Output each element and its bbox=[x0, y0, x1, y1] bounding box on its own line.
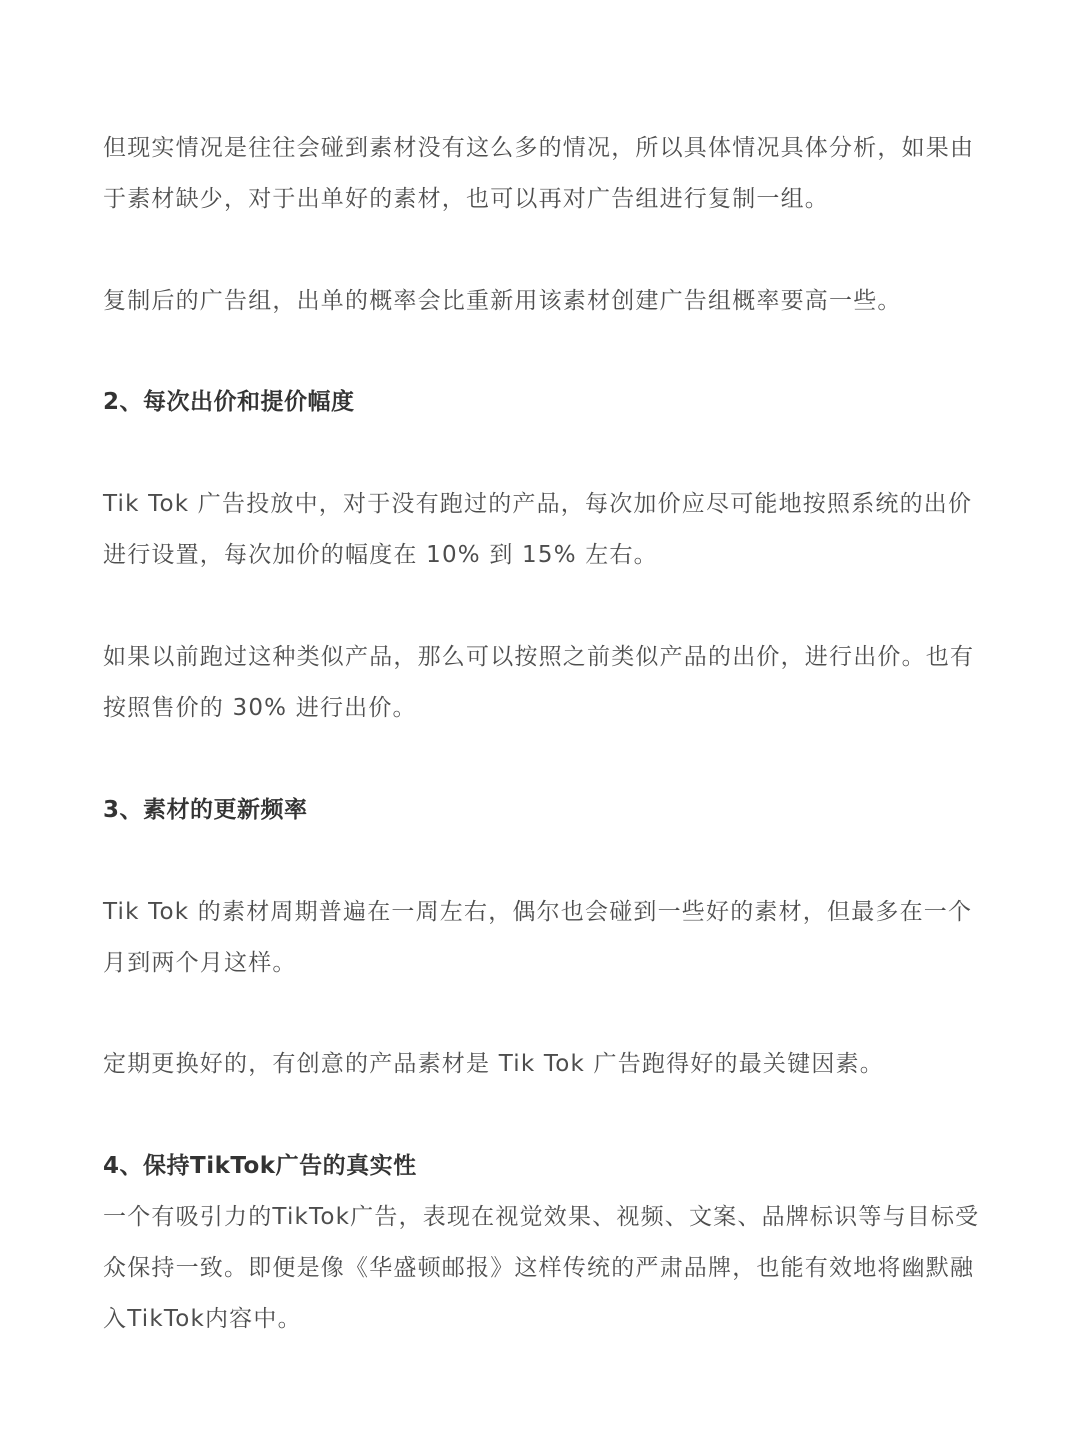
heading-ad-authenticity: 4、保持TikTok广告的真实性 bbox=[103, 1153, 417, 1179]
paragraph-material-cycle: Tik Tok 的素材周期普遍在一周左右，偶尔也会碰到一些好的素材，但最多在一个月到两个月这样。 bbox=[103, 899, 973, 976]
heading-bid-increase: 2、每次出价和提价幅度 bbox=[103, 389, 355, 415]
paragraph-similar-product-bid: 如果以前跑过这种类似产品，那么可以按照之前类似产品的出价，进行出价。也有按照售价的 30% 进行出价。 bbox=[103, 644, 975, 721]
paragraph-bid-setting: Tik Tok 广告投放中，对于没有跑过的产品，每次加价应尽可能地按照系统的出价进行设置，每次加价的幅度在 10% 到 15% 左右。 bbox=[103, 491, 973, 568]
heading-material-update-frequency: 3、素材的更新频率 bbox=[103, 797, 308, 823]
paragraph-attractive-ad: 一个有吸引力的TikTok广告，表现在视觉效果、视频、文案、品牌标识等与目标受众保持一致。即便是像《华盛顿邮报》这样传统的严肃品牌，也能有效地将幽默融入TikTok内容中。 bbox=[103, 1204, 980, 1332]
paragraph-creative-material: 定期更换好的，有创意的产品素材是 Tik Tok 广告跑得好的最关键因素。 bbox=[103, 1051, 884, 1077]
paragraph-copied-ad-group: 复制后的广告组，出单的概率会比重新用该素材创建广告组概率要高一些。 bbox=[103, 288, 902, 314]
paragraph-material-shortage: 但现实情况是往往会碰到素材没有这么多的情况，所以具体情况具体分析，如果由于素材缺少，对于出单好的素材，也可以再对广告组进行复制一组。 bbox=[103, 135, 975, 212]
